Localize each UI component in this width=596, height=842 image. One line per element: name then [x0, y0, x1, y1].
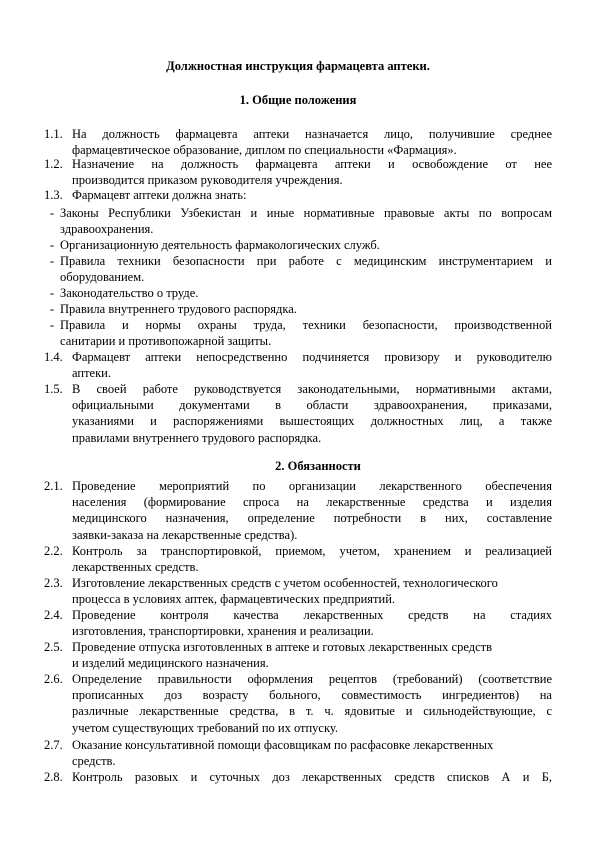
text-line: Правила и нормы охраны труда, техники безопасности, производственной [60, 318, 552, 332]
text-line: санитарии и противопожарной защиты. [60, 334, 272, 349]
text-line: Оказание консультативной помощи фасовщикам по расфасовке лекарственных [72, 738, 494, 752]
list-item-text [72, 381, 552, 446]
text-line: учетом существующих требований по их отпуску. [72, 720, 338, 735]
list-item-number: 2.6. [44, 672, 63, 686]
list-item-number: 1.1. [44, 127, 63, 141]
text-line: Проведение отпуска изготовленных в аптеке и готовых лекарственных средств [72, 640, 492, 654]
text-line: населения (формирование спроса на лекарственные средства и изделия [72, 495, 552, 510]
list-item-text [72, 671, 552, 736]
text-line: аптеки. [72, 366, 111, 381]
text-line: фармацевтическое образование, диплом по специальности «Фармация». [72, 143, 457, 158]
list-item-number: 2.4. [44, 608, 63, 622]
list-item-text [60, 301, 552, 317]
text-line: Проведение контроля качества лекарственных средств на стадиях [72, 608, 552, 622]
text-line: изготовления, транспортировки, хранения и реализации. [72, 624, 374, 639]
list-item-number: 1.5. [44, 382, 63, 396]
list-item-text [72, 478, 552, 543]
list-item-text [72, 607, 552, 639]
list-item-text [72, 543, 552, 575]
list-item-number: 2.2. [44, 544, 63, 558]
list-item-text [72, 156, 552, 188]
text-line: правилами внутреннего трудового распорядка. [72, 430, 322, 445]
text-line: Фармацевт аптеки должна знать: [72, 188, 247, 202]
text-line: В своей работе руководствуется законодательными, нормативными актами, [72, 382, 552, 396]
text-line: процесса в условиях аптек, фармацевтических предприятий. [72, 592, 396, 607]
section-heading-duties: 2. Обязанности [275, 459, 361, 473]
list-item-number: 2.1. [44, 479, 63, 493]
list-item-number: 2.8. [44, 770, 63, 784]
list-item-number: 1.3. [44, 188, 63, 202]
list-item-text [72, 126, 552, 158]
list-item-number: 2.3. [44, 576, 63, 590]
text-line: прописанных доз возрасту больного, совместимость ингредиентов) на [72, 688, 552, 703]
list-item-number: - [50, 206, 55, 220]
text-line: На должность фармацевта аптеки назначается лицо, получившие среднее [72, 127, 552, 141]
text-line: Проведение мероприятий по организации лекарственного обеспечения [72, 479, 552, 493]
section-heading-general: 1. Общие положения [239, 93, 357, 107]
list-item-number: - [50, 302, 55, 316]
list-item-number: 1.2. [44, 157, 63, 171]
list-item-number: - [50, 238, 55, 252]
list-item-text [72, 349, 552, 381]
list-item-text [60, 205, 552, 237]
text-line: средств. [72, 754, 116, 769]
text-line: медицинского назначения, определение потребности в них, составление [72, 511, 552, 526]
text-line: Организационную деятельность фармакологических служб. [60, 238, 380, 252]
list-item-text [72, 639, 552, 671]
list-item-number: - [50, 318, 55, 332]
text-line: Правила техники безопасности при работе с медицинским инструментарием и [60, 254, 552, 268]
text-line: здравоохранения. [60, 222, 154, 237]
list-item-number: 1.4. [44, 350, 63, 364]
text-line: производится приказом руководителя учреждения. [72, 173, 343, 188]
list-item-text [60, 317, 552, 349]
text-line: Законы Республики Узбекистан и иные нормативные правовые акты по вопросам [60, 206, 552, 220]
text-line: заявки-заказа на лекарственные средства). [72, 527, 298, 542]
list-item-text [72, 187, 552, 203]
list-item-text [72, 737, 552, 769]
list-item-text [60, 253, 552, 285]
text-line: Правила внутреннего трудового распорядка. [60, 302, 297, 316]
text-line: Назначение на должность фармацевта аптеки и освобождение от нее [72, 157, 552, 171]
list-item-number: 2.5. [44, 640, 63, 654]
text-line: Определение правильности оформления рецептов (требований) (соответствие [72, 672, 552, 686]
text-line: Контроль разовых и суточных доз лекарственных средств списков А и Б, [72, 770, 552, 784]
text-line: Контроль за транспортировкой, приемом, учетом, хранением и реализацией [72, 544, 552, 558]
text-line: и изделий медицинского назначения. [72, 656, 269, 671]
text-line: оборудованием. [60, 270, 145, 285]
text-line: указаниями и распоряжениями вышестоящих должностных лиц, а также [72, 414, 552, 429]
document-title: Должностная инструкция фармацевта аптеки. [166, 59, 430, 73]
text-line: Фармацевт аптеки непосредственно подчиняется провизору и руководителю [72, 350, 552, 364]
text-line: официальными документами в области здравоохранения, приказами, [72, 398, 552, 413]
list-item-text [60, 285, 552, 301]
text-line: Законодательство о труде. [60, 286, 199, 300]
list-item-text [72, 769, 552, 785]
list-item-number: - [50, 286, 55, 300]
text-line: различные лекарственные средства, в т. ч. ядовитые и сильнодействующие, с [72, 704, 552, 719]
text-line: лекарственных средств. [72, 560, 199, 575]
list-item-number: 2.7. [44, 738, 63, 752]
list-item-number: - [50, 254, 55, 268]
list-item-text [60, 237, 552, 253]
text-line: Изготовление лекарственных средств с учетом особенностей, технологического [72, 576, 498, 590]
list-item-text [72, 575, 552, 607]
